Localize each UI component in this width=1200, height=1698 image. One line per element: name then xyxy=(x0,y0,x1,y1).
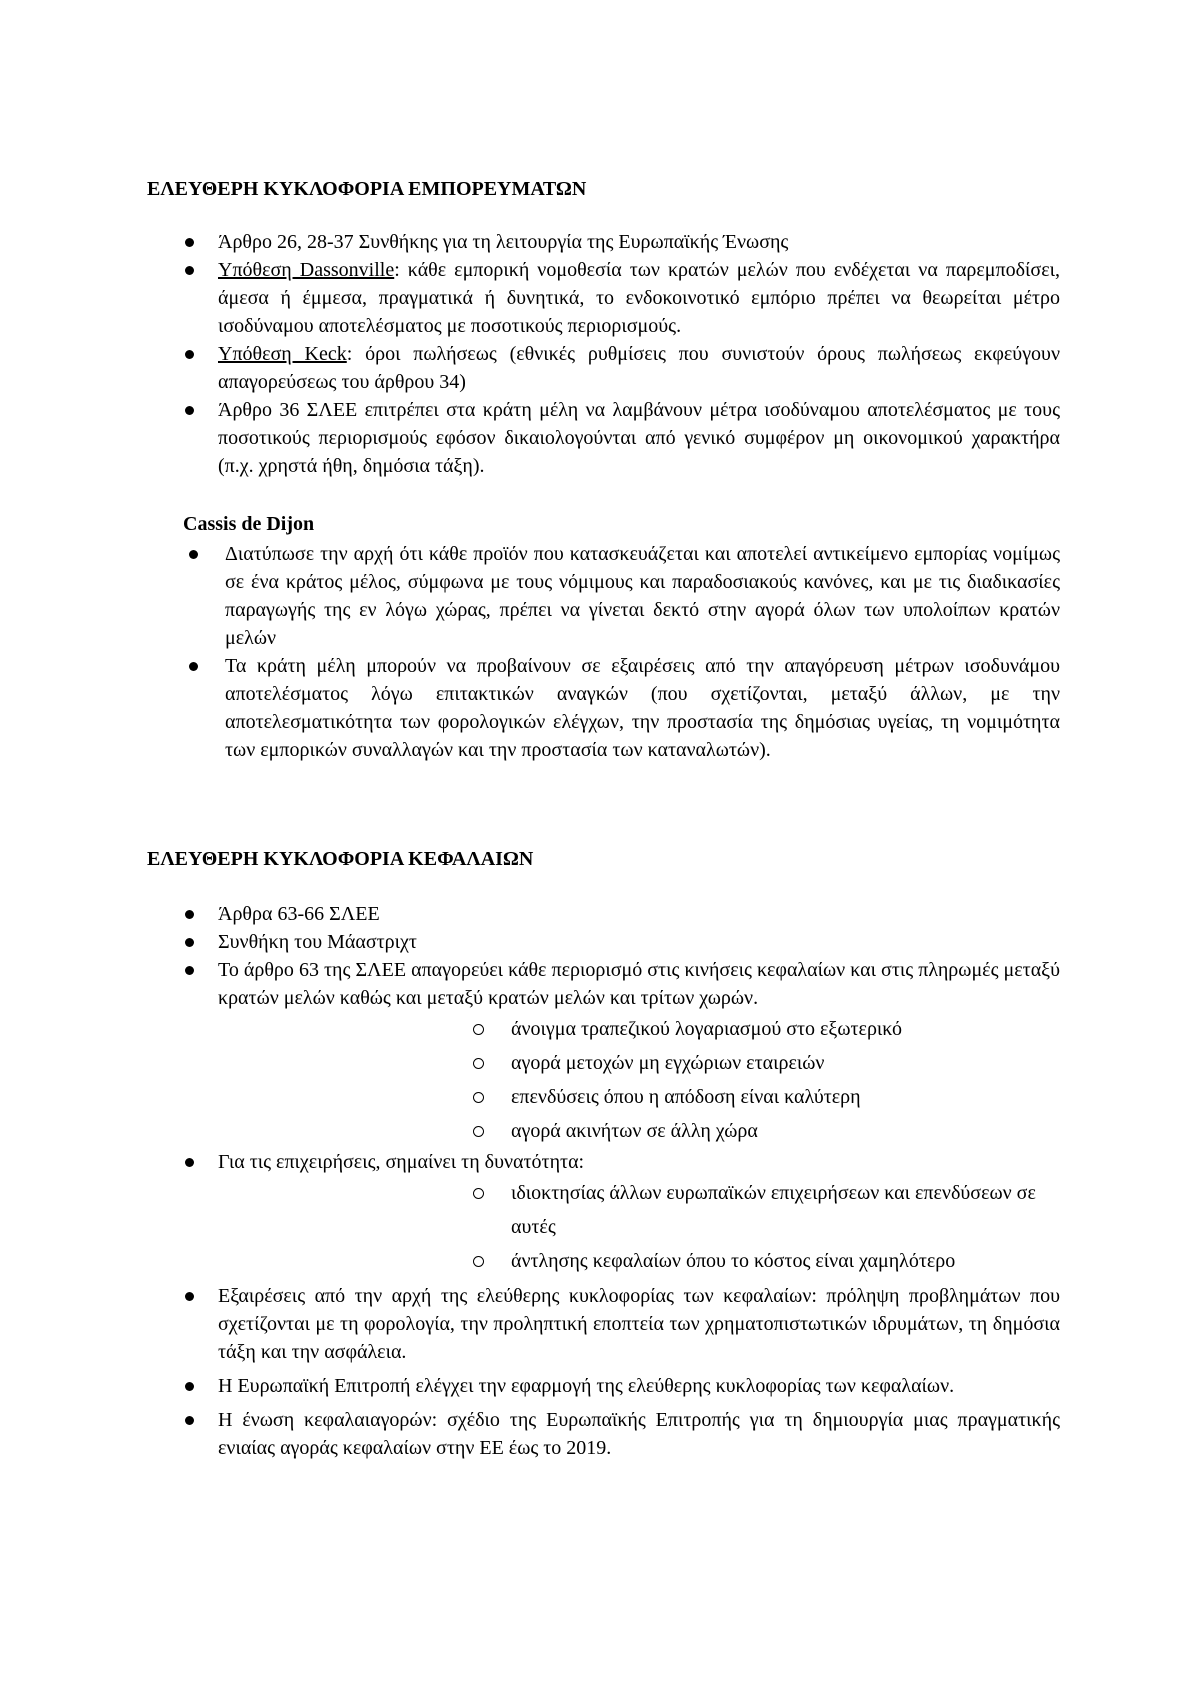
list-item xyxy=(0,956,1200,1148)
cassis-list xyxy=(0,540,1200,764)
bullet-icon xyxy=(185,1292,194,1301)
bullet-icon xyxy=(185,406,194,415)
section-heading-capital: ΕΛΕΥΘΕΡΗ ΚΥΚΛΟΦΟΡΙΑ ΚΕΦΑΛΑΙΩΝ xyxy=(147,848,534,870)
list-item xyxy=(0,652,1200,764)
list-item-text: Άρθρο 26, 28-37 Συνθήκης για τη λειτουργία της Ευρωπαϊκής Ένωσης xyxy=(218,231,789,253)
bullet-icon xyxy=(185,910,194,919)
sub-list xyxy=(218,1012,1060,1148)
circle-bullet-icon xyxy=(473,1188,484,1199)
list-item xyxy=(0,928,1200,956)
list-item-text: Συνθήκη του Μάαστριχτ xyxy=(218,931,417,953)
list-item xyxy=(0,340,1200,396)
list-item-text: Το άρθρο 63 της ΣΛΕΕ απαγορεύει κάθε περιορισμό στις κινήσεις κεφαλαίων και στις πληρωμές μεταξύ κρατών μελών καθώς και μεταξύ κρατών μελών και τρίτων χωρών. xyxy=(218,959,1060,1009)
capital-list xyxy=(0,900,1200,1462)
sub-list-item xyxy=(218,1046,1060,1080)
list-item xyxy=(0,1148,1200,1278)
circle-bullet-icon xyxy=(473,1058,484,1069)
bullet-icon xyxy=(185,966,194,975)
list-item xyxy=(0,900,1200,928)
sub-list-item-text: αγορά μετοχών μη εγχώριων εταιρειών xyxy=(511,1052,825,1074)
bullet-icon xyxy=(185,1158,194,1167)
list-item xyxy=(0,1282,1200,1366)
list-item-text: Άρθρα 63-66 ΣΛΕΕ xyxy=(218,903,380,925)
goods-list xyxy=(0,228,1200,480)
list-item-text: Για τις επιχειρήσεις, σημαίνει τη δυνατότητα: xyxy=(218,1151,585,1173)
list-item xyxy=(0,540,1200,652)
sub-list-item xyxy=(218,1176,1060,1244)
list-item xyxy=(0,256,1200,340)
sub-list-item-text: ιδιοκτησίας άλλων ευρωπαϊκών επιχειρήσεων και επενδύσεων σε αυτές xyxy=(511,1182,1036,1238)
list-item xyxy=(0,1406,1200,1462)
bullet-icon xyxy=(185,1416,194,1425)
circle-bullet-icon xyxy=(473,1092,484,1103)
sub-list-item-text: επενδύσεις όπου η απόδοση είναι καλύτερη xyxy=(511,1086,861,1108)
cassis-de-dijon-heading: Cassis de Dijon xyxy=(183,513,315,535)
list-item-text: : όροι πωλήσεως (εθνικές ρυθμίσεις που συνιστούν όρους πωλήσεως εκφεύγουν απαγορεύσεως του άρθρου 34) xyxy=(218,343,1060,393)
bullet-icon xyxy=(189,662,198,671)
sub-list-item xyxy=(218,1080,1060,1114)
list-item-text: : κάθε εμπορική νομοθεσία των κρατών μελών που ενδέχεται να παρεμποδίσει, άμεσα ή έμμεσα, πραγματικά ή δυνητικά, το ενδοκοινοτικό εμπόριο πρέπει να θεωρείται μέτρο ισοδύναμου αποτελέσματος με ποσοτικούς περιορισμούς. xyxy=(218,259,1060,337)
circle-bullet-icon xyxy=(473,1126,484,1137)
list-item xyxy=(0,1372,1200,1400)
bullet-icon xyxy=(185,1382,194,1391)
sub-list-item xyxy=(218,1012,1060,1046)
sub-list-item-text: άνοιγμα τραπεζικού λογαριασμού στο εξωτερικό xyxy=(511,1018,902,1040)
bullet-icon xyxy=(185,350,194,359)
case-label-keck: Υπόθεση Keck xyxy=(218,343,347,365)
bullet-icon xyxy=(185,238,194,247)
bullet-icon xyxy=(185,266,194,275)
circle-bullet-icon xyxy=(473,1256,484,1267)
sub-list-item-text: άντλησης κεφαλαίων όπου το κόστος είναι χαμηλότερο xyxy=(511,1250,956,1272)
list-item-text: Διατύπωσε την αρχή ότι κάθε προϊόν που κατασκευάζεται και αποτελεί αντικείμενο εμπορίας νομίμως σε ένα κράτος μέλος, σύμφωνα με τους νόμιμους και παραδοσιακούς κανόνες, και με τις διαδικασίες παραγωγής της εν λόγω χώρας, πρέπει να γίνεται δεκτό στην αγορά όλων των υπολοίπων κρατών μελών xyxy=(225,543,1060,649)
sub-list-item-text: αγορά ακινήτων σε άλλη χώρα xyxy=(511,1120,758,1142)
sub-list-item xyxy=(218,1114,1060,1148)
list-item-text: Εξαιρέσεις από την αρχή της ελεύθερης κυκλοφορίας των κεφαλαίων: πρόληψη προβλημάτων που σχετίζονται με τη φορολογία, την προληπτική εποπτεία των χρηματοπιστωτικών ιδρυμάτων, τη δημόσια τάξη και την ασφάλεια. xyxy=(218,1285,1060,1363)
bullet-icon xyxy=(189,550,198,559)
list-item xyxy=(0,228,1200,256)
sub-list xyxy=(218,1176,1060,1278)
list-item-text: Η Ευρωπαϊκή Επιτροπή ελέγχει την εφαρμογή της ελεύθερης κυκλοφορίας των κεφαλαίων. xyxy=(218,1375,955,1397)
section-heading-goods: ΕΛΕΥΘΕΡΗ ΚΥΚΛΟΦΟΡΙΑ ΕΜΠΟΡΕΥΜΑΤΩΝ xyxy=(147,178,587,200)
circle-bullet-icon xyxy=(473,1024,484,1035)
list-item xyxy=(0,396,1200,480)
list-item-text: Τα κράτη μέλη μπορούν να προβαίνουν σε εξαιρέσεις από την απαγόρευση μέτρων ισοδυνάμου αποτελέσματος λόγω επιτακτικών αναγκών (που σχετίζονται, μεταξύ άλλων, με την αποτελεσματικότητα των φορολογικών ελέγχων, την προστασία της δημόσιας υγείας, τη νομιμότητα των εμπορικών συναλλαγών και την προστασία των καταναλωτών). xyxy=(225,655,1060,761)
list-item-text: Άρθρο 36 ΣΛΕΕ επιτρέπει στα κράτη μέλη να λαμβάνουν μέτρα ισοδύναμου αποτελέσματος με τους ποσοτικούς περιορισμούς εφόσον δικαιολογούνται από γενικό συμφέρον μη οικονομικού χαρακτήρα (π.χ. χρηστά ήθη, δημόσια τάξη). xyxy=(218,399,1060,477)
list-item-text: Η ένωση κεφαλαιαγορών: σχέδιο της Ευρωπαϊκής Επιτροπής για τη δημιουργία μιας πραγματικής ενιαίας αγοράς κεφαλαίων στην ΕΕ έως το 2019. xyxy=(218,1409,1060,1459)
sub-list-item xyxy=(218,1244,1060,1278)
case-label-dassonville: Υπόθεση Dassonville xyxy=(218,259,395,281)
bullet-icon xyxy=(185,938,194,947)
